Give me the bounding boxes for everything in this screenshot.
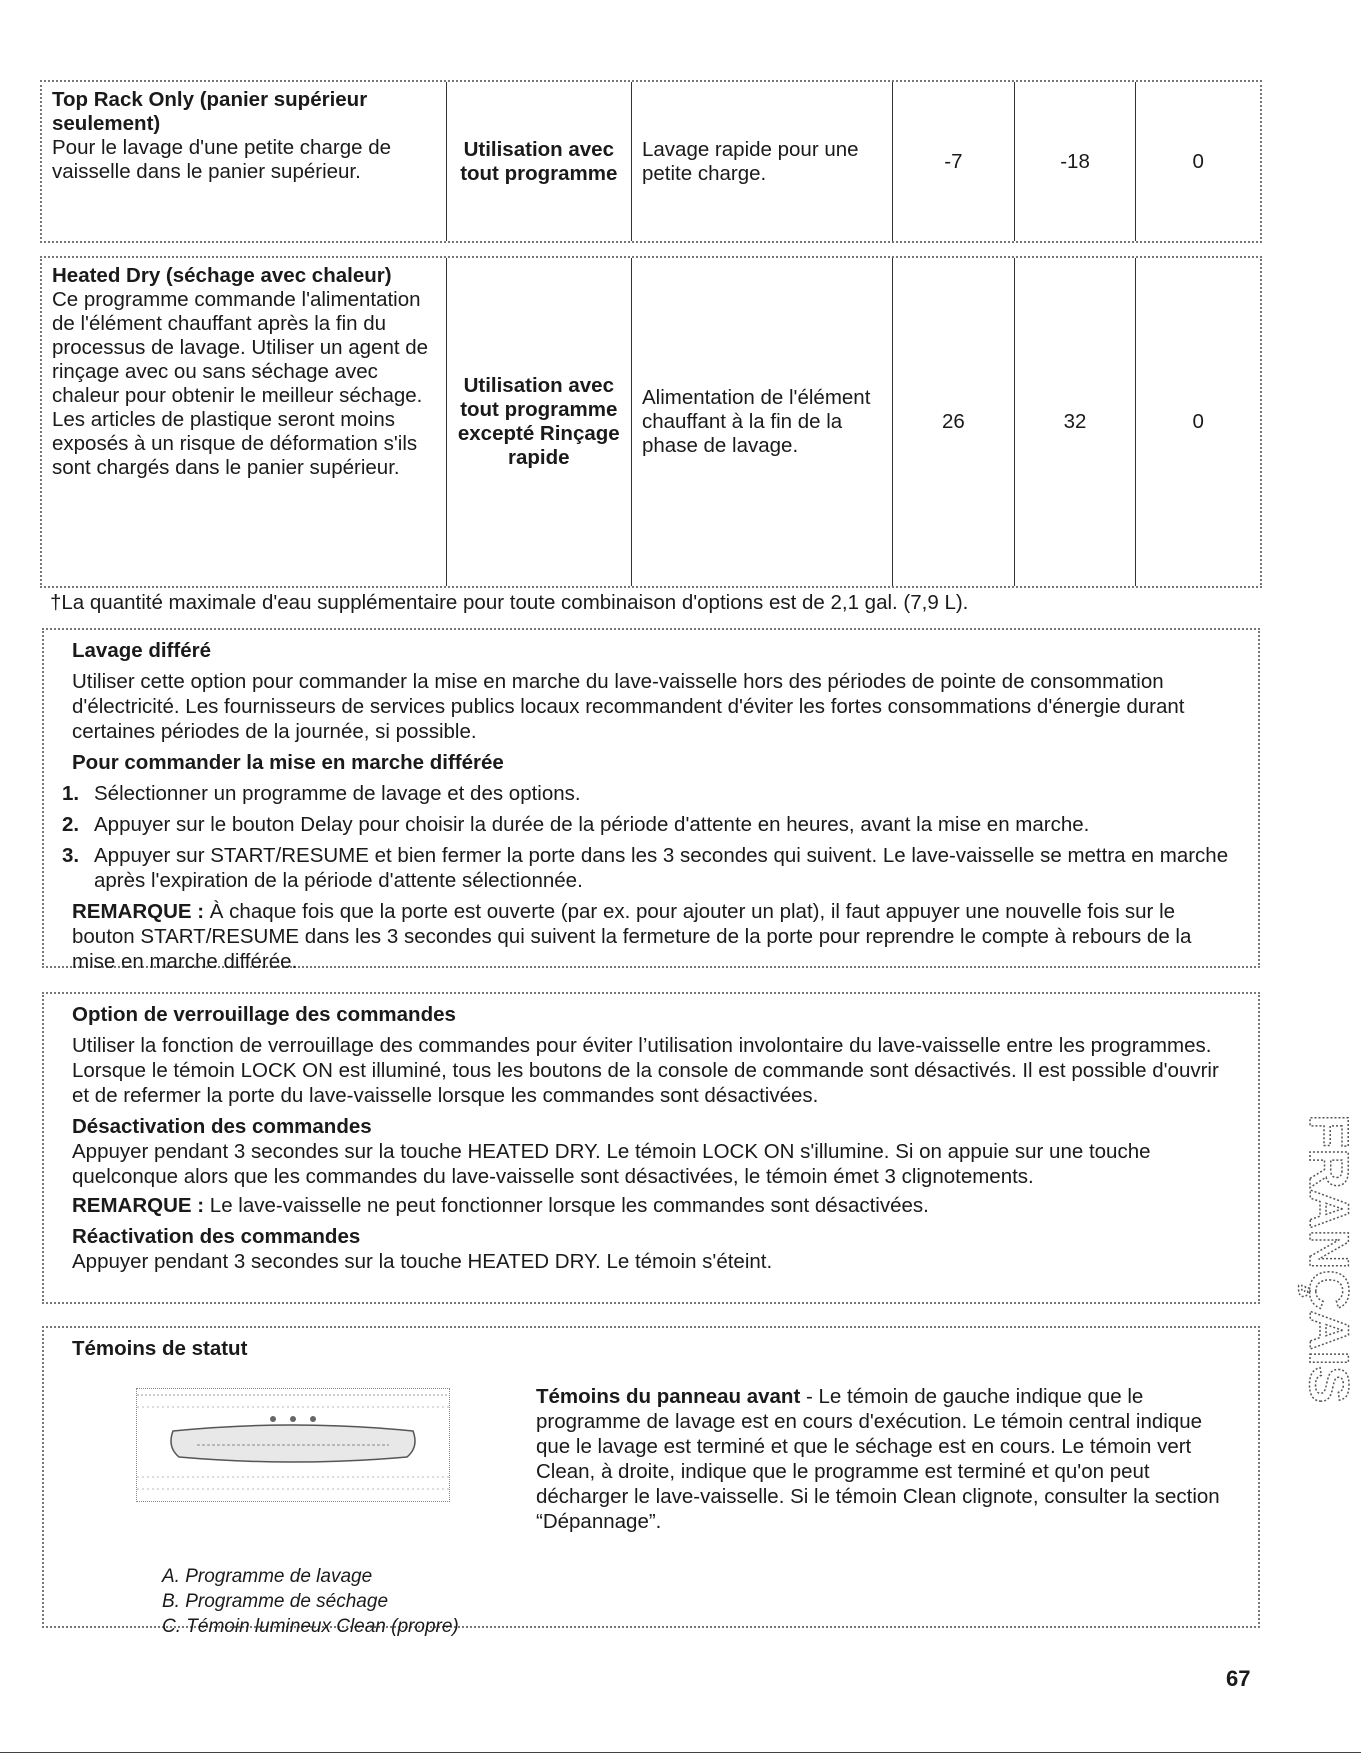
- step-text: Appuyer sur le bouton Delay pour choisir la durée de la période d'attente en heures, avant la mise en marche.: [94, 813, 1090, 836]
- steps-list: [62, 781, 1238, 893]
- cycle-description: Pour le lavage d'une petite charge de vaisselle dans le panier supérieur.: [52, 136, 391, 183]
- value-cell: 32: [1015, 258, 1137, 586]
- language-tab-label: [1288, 1110, 1361, 1474]
- cycle-cell: [42, 82, 447, 241]
- subheading: Pour commander la mise en marche différée: [72, 751, 504, 774]
- section-intro: Utiliser la fonction de verrouillage des commandes pour éviter l’utilisation involontaire du lave-vaisselle entre les programmes. Lorsque le témoin LOCK ON est illuminé, tous les boutons de la console de commande sont désactivés. Il est possible d'ouvrir et de refermer la porte du lave-vaisselle lorsque les commandes sont désactivées.: [72, 1034, 1219, 1107]
- front-panel-description: [536, 1384, 1232, 1534]
- step-number: 1.: [62, 782, 80, 805]
- control-panel-illustration: [136, 1388, 450, 1502]
- legend-item: A. Programme de lavage: [162, 1566, 373, 1587]
- step-text: Sélectionner un programme de lavage et des options.: [94, 782, 581, 805]
- note-text: Le lave-vaisselle ne peut fonctionner lorsque les commandes sont désactivées.: [204, 1194, 929, 1217]
- cycle-cell: [42, 258, 447, 586]
- legend-item: B. Programme de séchage: [162, 1591, 389, 1612]
- section-intro: Utiliser cette option pour commander la mise en marche du lave-vaisselle hors des périodes de pointe de consommation d'électricité. Les fournisseurs de services publics locaux recommandent d'éviter les fortes consommations d'énergie durant certaines périodes de la journée, si possible.: [72, 670, 1185, 743]
- paragraph: Appuyer pendant 3 secondes sur la touche HEATED DRY. Le témoin s'éteint.: [72, 1250, 773, 1273]
- panel-label: Témoins du panneau avant: [536, 1385, 801, 1408]
- control-lock-section: [42, 992, 1260, 1304]
- panel-text: - Le témoin de gauche indique que le programme de lavage est en cours d'exécution. Le témoin central indique que le lavage est terminé et que le séchage est en cours. Le témoin vert Clean, à droite, indique que le programme est terminé et qu'on peut décharger le lave-vaisselle. Si le témoin Clean clignote, consulter la section “Dépannage”.: [536, 1385, 1220, 1533]
- subheading: Désactivation des commandes: [72, 1115, 372, 1138]
- list-item: [62, 843, 1238, 893]
- paragraph: Appuyer pendant 3 secondes sur la touche HEATED DRY. Le témoin LOCK ON s'illumine. Si on appuie sur une touche quelconque alors que les commandes du lave-vaisselle sont désactivées, le témoin émet 3 clignotements.: [72, 1140, 1151, 1188]
- effect-cell: Lavage rapide pour une petite charge.: [632, 82, 893, 241]
- section-heading: Lavage différé: [72, 639, 211, 662]
- legend-item: C. Témoin lumineux Clean (propre): [162, 1616, 459, 1637]
- clean-light-icon: [310, 1416, 316, 1422]
- door-handle-icon: [171, 1425, 415, 1462]
- note-label: REMARQUE :: [72, 900, 205, 923]
- note: [72, 1193, 1238, 1218]
- language-tab: [1288, 1110, 1361, 1474]
- wash-light-icon: [270, 1416, 276, 1422]
- delay-wash-section: [42, 628, 1260, 973]
- step-number: 3.: [62, 844, 80, 867]
- value-cell: 26: [893, 258, 1015, 586]
- step-number: 2.: [62, 813, 80, 836]
- page-number: 67: [1226, 1666, 1251, 1691]
- value-cell: 0: [1192, 149, 1204, 173]
- table-row: [40, 256, 1262, 588]
- usage-cell: Utilisation avec tout programme: [447, 82, 632, 241]
- cycle-description: Ce programme commande l'alimentation de l'élément chauffant après la fin du processus de lavage. Utiliser un agent de rinçage avec ou sans séchage avec chaleur pour obtenir le meilleur séchage. Les articles de plastique seront moins exposés à un risque de déformation s'ils sont chargés dans le panier supérieur.: [52, 288, 429, 479]
- bottom-rule: [0, 1752, 1361, 1753]
- table-row: [40, 80, 1262, 243]
- list-item: [62, 812, 1238, 837]
- subheading: Réactivation des commandes: [72, 1225, 361, 1248]
- note: [72, 899, 1238, 974]
- cycle-title: Top Rack Only (panier supérieur seulement): [52, 88, 368, 135]
- value-cell: 0: [1192, 410, 1204, 433]
- step-text: Appuyer sur START/RESUME et bien fermer la porte dans les 3 secondes qui suivent. Le lave-vaisselle se mettra en marche après l'expiration de la période d'attente sélectionnée.: [94, 844, 1229, 892]
- value-cell: -18: [1015, 82, 1137, 241]
- value-cell: -7: [893, 82, 1015, 241]
- illustration-legend: [162, 1564, 459, 1639]
- status-lights-section: [42, 1326, 1260, 1637]
- table-footnote: †La quantité maximale d'eau supplémentaire pour toute combinaison d'options est de 2,1 gal. (7,9 L).: [50, 591, 969, 614]
- note-text: À chaque fois que la porte est ouverte (par ex. pour ajouter un plat), il faut appuyer une nouvelle fois sur le bouton START/RESUME dans les 3 secondes qui suivent la fermeture de la porte pour reprendre le compte à rebours de la mise en marche différée.: [72, 900, 1192, 973]
- dry-light-icon: [290, 1416, 296, 1422]
- list-item: [62, 781, 1238, 806]
- section-heading: Témoins de statut: [72, 1337, 248, 1360]
- effect-cell: Alimentation de l'élément chauffant à la fin de la phase de lavage.: [632, 258, 893, 586]
- control-panel-drawing: [137, 1389, 449, 1501]
- side-tab-text: FRANÇAIS: [1298, 1114, 1361, 1404]
- note-label: REMARQUE :: [72, 1194, 205, 1217]
- section-heading: Option de verrouillage des commandes: [72, 1003, 456, 1026]
- cycle-title: Heated Dry (séchage avec chaleur): [52, 264, 392, 287]
- usage-cell: Utilisation avec tout programme excepté Rinçage rapide: [447, 258, 632, 586]
